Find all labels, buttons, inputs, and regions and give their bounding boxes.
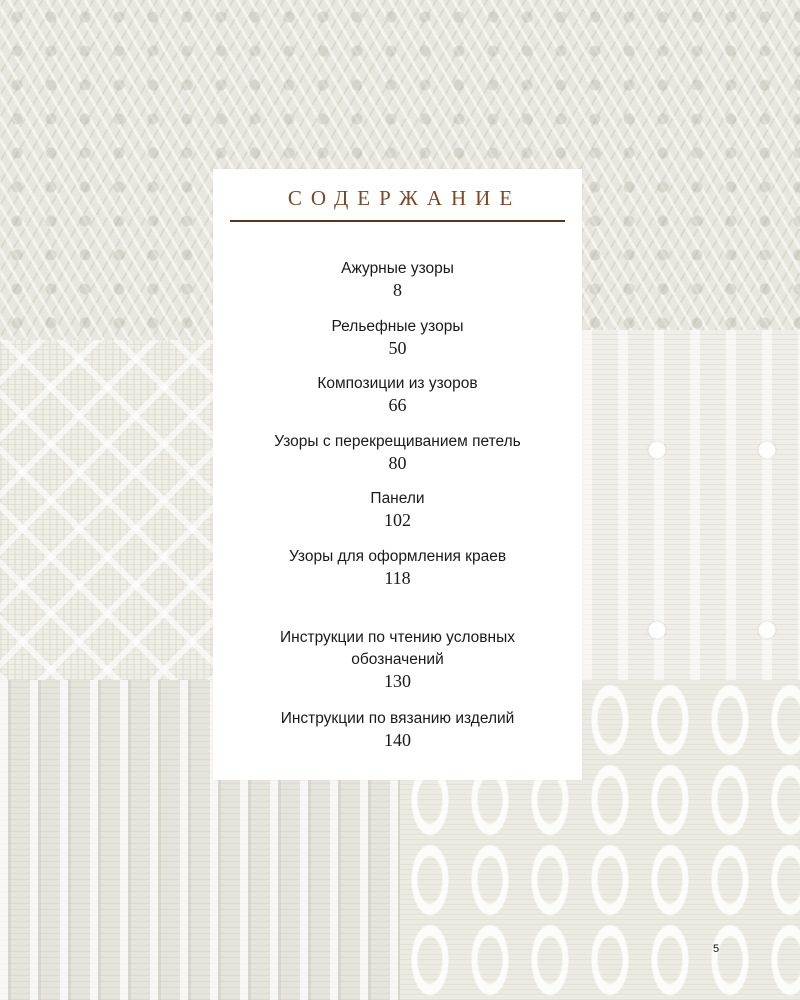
toc-entry-relief[interactable]: [213, 316, 582, 358]
toc-entry-crossed-stitches[interactable]: [213, 431, 582, 473]
toc-entry-page: 102: [384, 510, 411, 530]
toc-entry-label: Узоры для оформления краев: [288, 548, 507, 565]
toc-entry-page: 118: [384, 568, 411, 588]
toc-entry-panels[interactable]: [213, 488, 582, 530]
toc-entry-label: Узоры с перекрещиванием петель: [274, 433, 521, 450]
toc-entry-edgings[interactable]: [213, 546, 582, 588]
toc-entry-page: 66: [388, 395, 407, 415]
page-number: 5: [713, 943, 720, 955]
toc-entry-label-line2: обозначений: [351, 651, 444, 668]
toc-entry-compositions[interactable]: [213, 373, 582, 415]
toc-entry-label: Ажурные узоры: [341, 260, 454, 277]
toc-entry-page: 8: [393, 280, 402, 300]
toc-entry-label: Инструкции по вязанию изделий: [280, 710, 515, 727]
toc-entry-page: 50: [388, 338, 407, 358]
toc-entry-page: 130: [384, 671, 411, 691]
bobble-cable-swatch-image: [582, 330, 800, 680]
toc-entry-label: Композиции из узоров: [317, 375, 478, 392]
toc-entry-symbol-instructions[interactable]: [213, 627, 582, 691]
toc-entry-label-line1: Инструкции по чтению условных: [280, 629, 515, 646]
toc-heading: СОДЕРЖАНИЕ: [287, 186, 522, 210]
heading-divider: [230, 220, 565, 222]
toc-entry-label: Рельефные узоры: [331, 318, 464, 335]
toc-entry-page: 140: [384, 730, 411, 750]
toc-entry-page: 80: [388, 453, 407, 473]
toc-entry-knitting-instructions[interactable]: [213, 708, 582, 750]
toc-entry-label: Панели: [370, 490, 425, 507]
diamond-cable-swatch-image: [0, 340, 215, 680]
toc-entry-lace[interactable]: [213, 258, 582, 300]
